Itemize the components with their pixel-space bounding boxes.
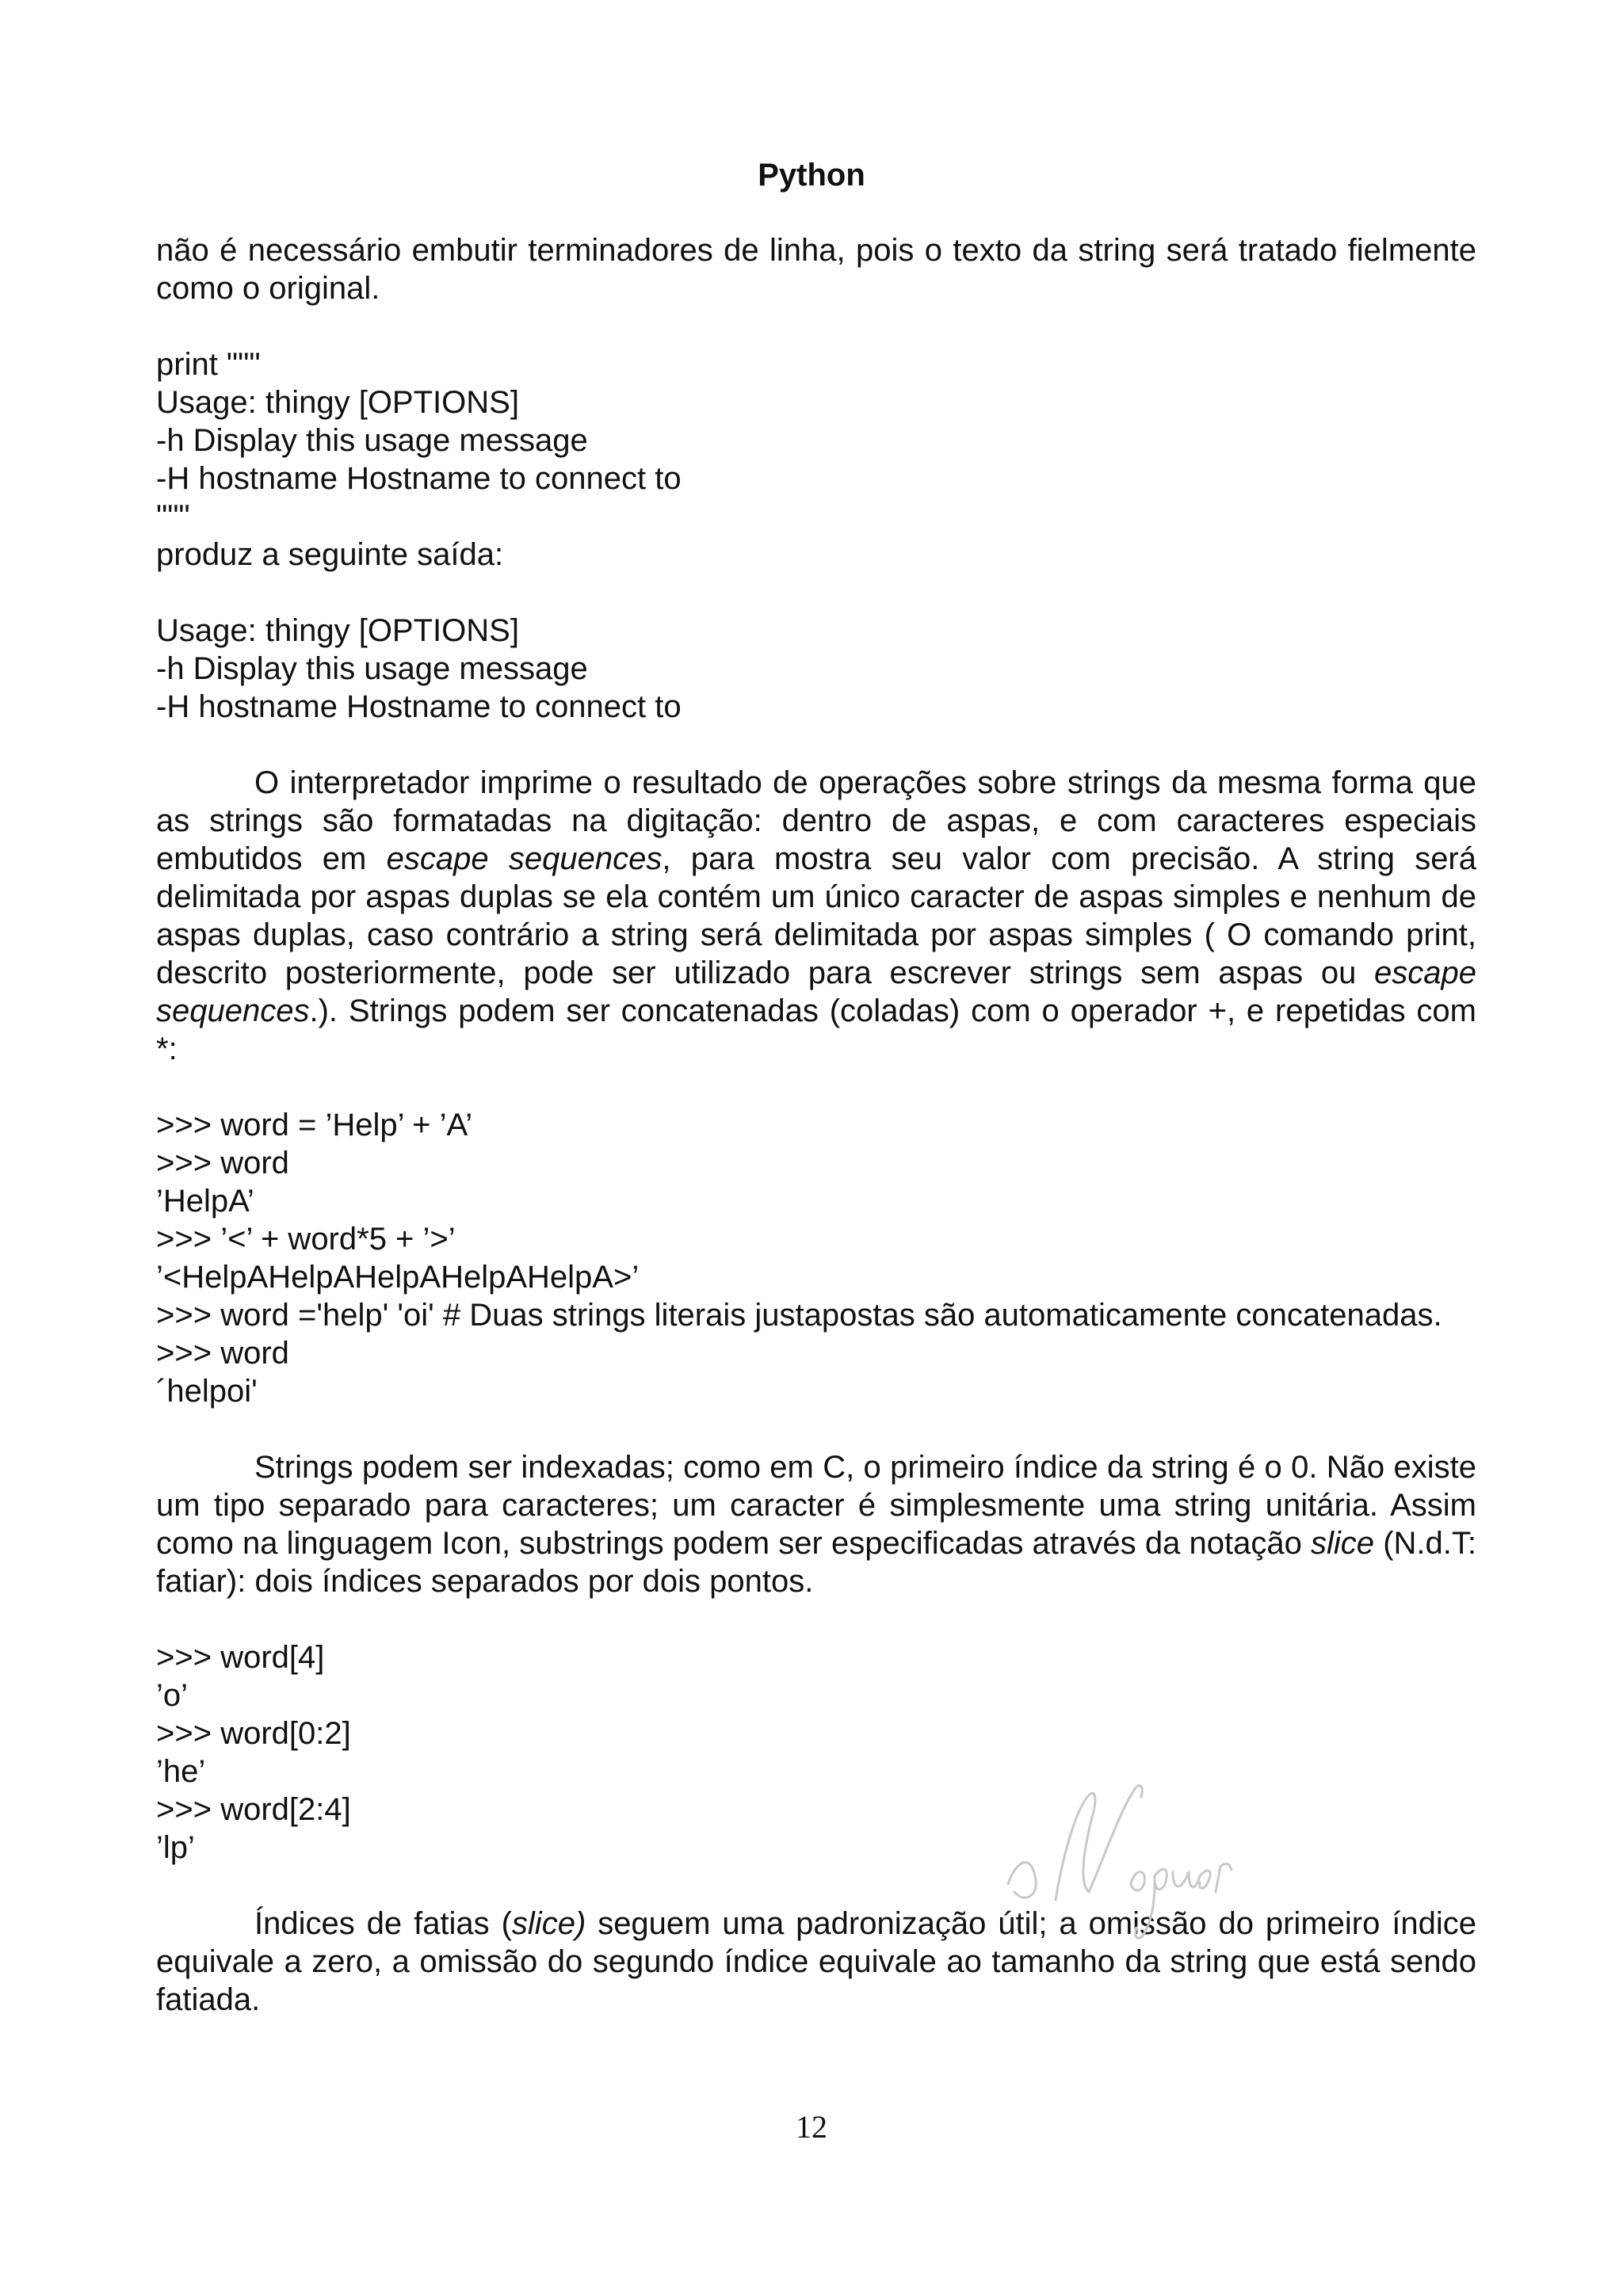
document-body xyxy=(156,231,1476,2019)
code-line: >>> word[0:2] xyxy=(156,1716,351,1751)
code-line: ’HelpA’ xyxy=(156,1184,254,1219)
code-line: >>> word xyxy=(156,1146,289,1180)
paragraph-text: Índices de fatias ( xyxy=(254,1906,512,1941)
code-line: >>> word[2:4] xyxy=(156,1792,351,1827)
concat-code-block xyxy=(156,1106,1476,1410)
produces-label: produz a seguinte saída: xyxy=(156,537,504,572)
paragraph-slice-defaults xyxy=(156,1905,1476,2019)
code-comment-line: >>> word ='help' 'oi' # Duas strings literais justapostas são automaticamente concatenadas. xyxy=(156,1298,1442,1333)
italic-term: escape sequences xyxy=(156,955,1476,1028)
paragraph-indexing xyxy=(156,1448,1476,1600)
code-line: Usage: thingy [OPTIONS] xyxy=(156,613,519,648)
paragraph-text: O interpretador imprime o resultado de operações sobre strings da mesma forma que as strings são formatadas na digitação: dentro de aspas, e com caracteres especiais embutidos em xyxy=(156,765,1476,876)
paragraph-text: Strings podem ser indexadas; como em C, o primeiro índice da string é o 0. Não existe um tipo separado para caracteres; um caracter é simplesmente uma string unitária. Assim como na linguagem Icon, substrings podem ser especificadas através da notação xyxy=(156,1450,1476,1561)
paragraph-text: seguem uma padronização útil; a omissão do primeiro índice equivale a zero, a omissão do segundo índice equivale ao tamanho da string que está sendo fatiada. xyxy=(156,1906,1476,2017)
print-code-block xyxy=(156,345,1476,574)
code-line: ’o’ xyxy=(156,1678,189,1713)
signature-watermark-graphic xyxy=(1000,1765,1238,1947)
code-line: Usage: thingy [OPTIONS] xyxy=(156,385,519,420)
slice-code-block xyxy=(156,1638,1476,1867)
italic-term: slice) xyxy=(511,1906,586,1941)
code-line: -h Display this usage message xyxy=(156,651,588,686)
code-line: ’lp’ xyxy=(156,1830,195,1865)
signature-watermark xyxy=(1000,1765,1238,1947)
paragraph-interpreter xyxy=(156,764,1476,1068)
code-line: >>> word = ’Help’ + ’A’ xyxy=(156,1108,473,1142)
code-line: ’<HelpAHelpAHelpAHelpAHelpA>’ xyxy=(156,1260,640,1295)
code-line: ’he’ xyxy=(156,1754,206,1789)
page-number: 12 xyxy=(796,2109,827,2145)
code-line: print """ xyxy=(156,347,261,382)
code-line: >>> word xyxy=(156,1336,289,1371)
code-line: -H hostname Hostname to connect to xyxy=(156,461,682,496)
paragraph-text: (N.d.T: fatiar): dois índices separados por dois pontos. xyxy=(156,1526,1477,1599)
paragraph-text: , para mostra seu valor com precisão. A string será delimitada por aspas duplas se ela contém um único caracter de aspas simples e nenhum de aspas duplas, caso contrário a string será delimitada por aspas simples ( O comando print, descrito posteriormente, pode ser utilizado para escrever strings sem aspas ou xyxy=(156,841,1476,990)
code-line: -H hostname Hostname to connect to xyxy=(156,689,682,724)
code-line: ´helpoi' xyxy=(156,1374,258,1409)
code-line: """ xyxy=(156,499,190,534)
code-line: >>> word[4] xyxy=(156,1640,325,1675)
paragraph-intro: não é necessário embutir terminadores de linha, pois o texto da string será tratado fielmente como o original. xyxy=(156,233,1476,306)
page-header-title: Python xyxy=(758,158,865,193)
code-line: >>> ’<’ + word*5 + ’>’ xyxy=(156,1222,456,1257)
italic-term: slice xyxy=(1311,1526,1375,1561)
paragraph-text: .). Strings podem ser concatenadas (coladas) com o operador +, e repetidas com *: xyxy=(156,994,1476,1066)
italic-term: escape sequences xyxy=(386,841,663,876)
output-code-block xyxy=(156,612,1476,726)
code-line: -h Display this usage message xyxy=(156,423,588,458)
